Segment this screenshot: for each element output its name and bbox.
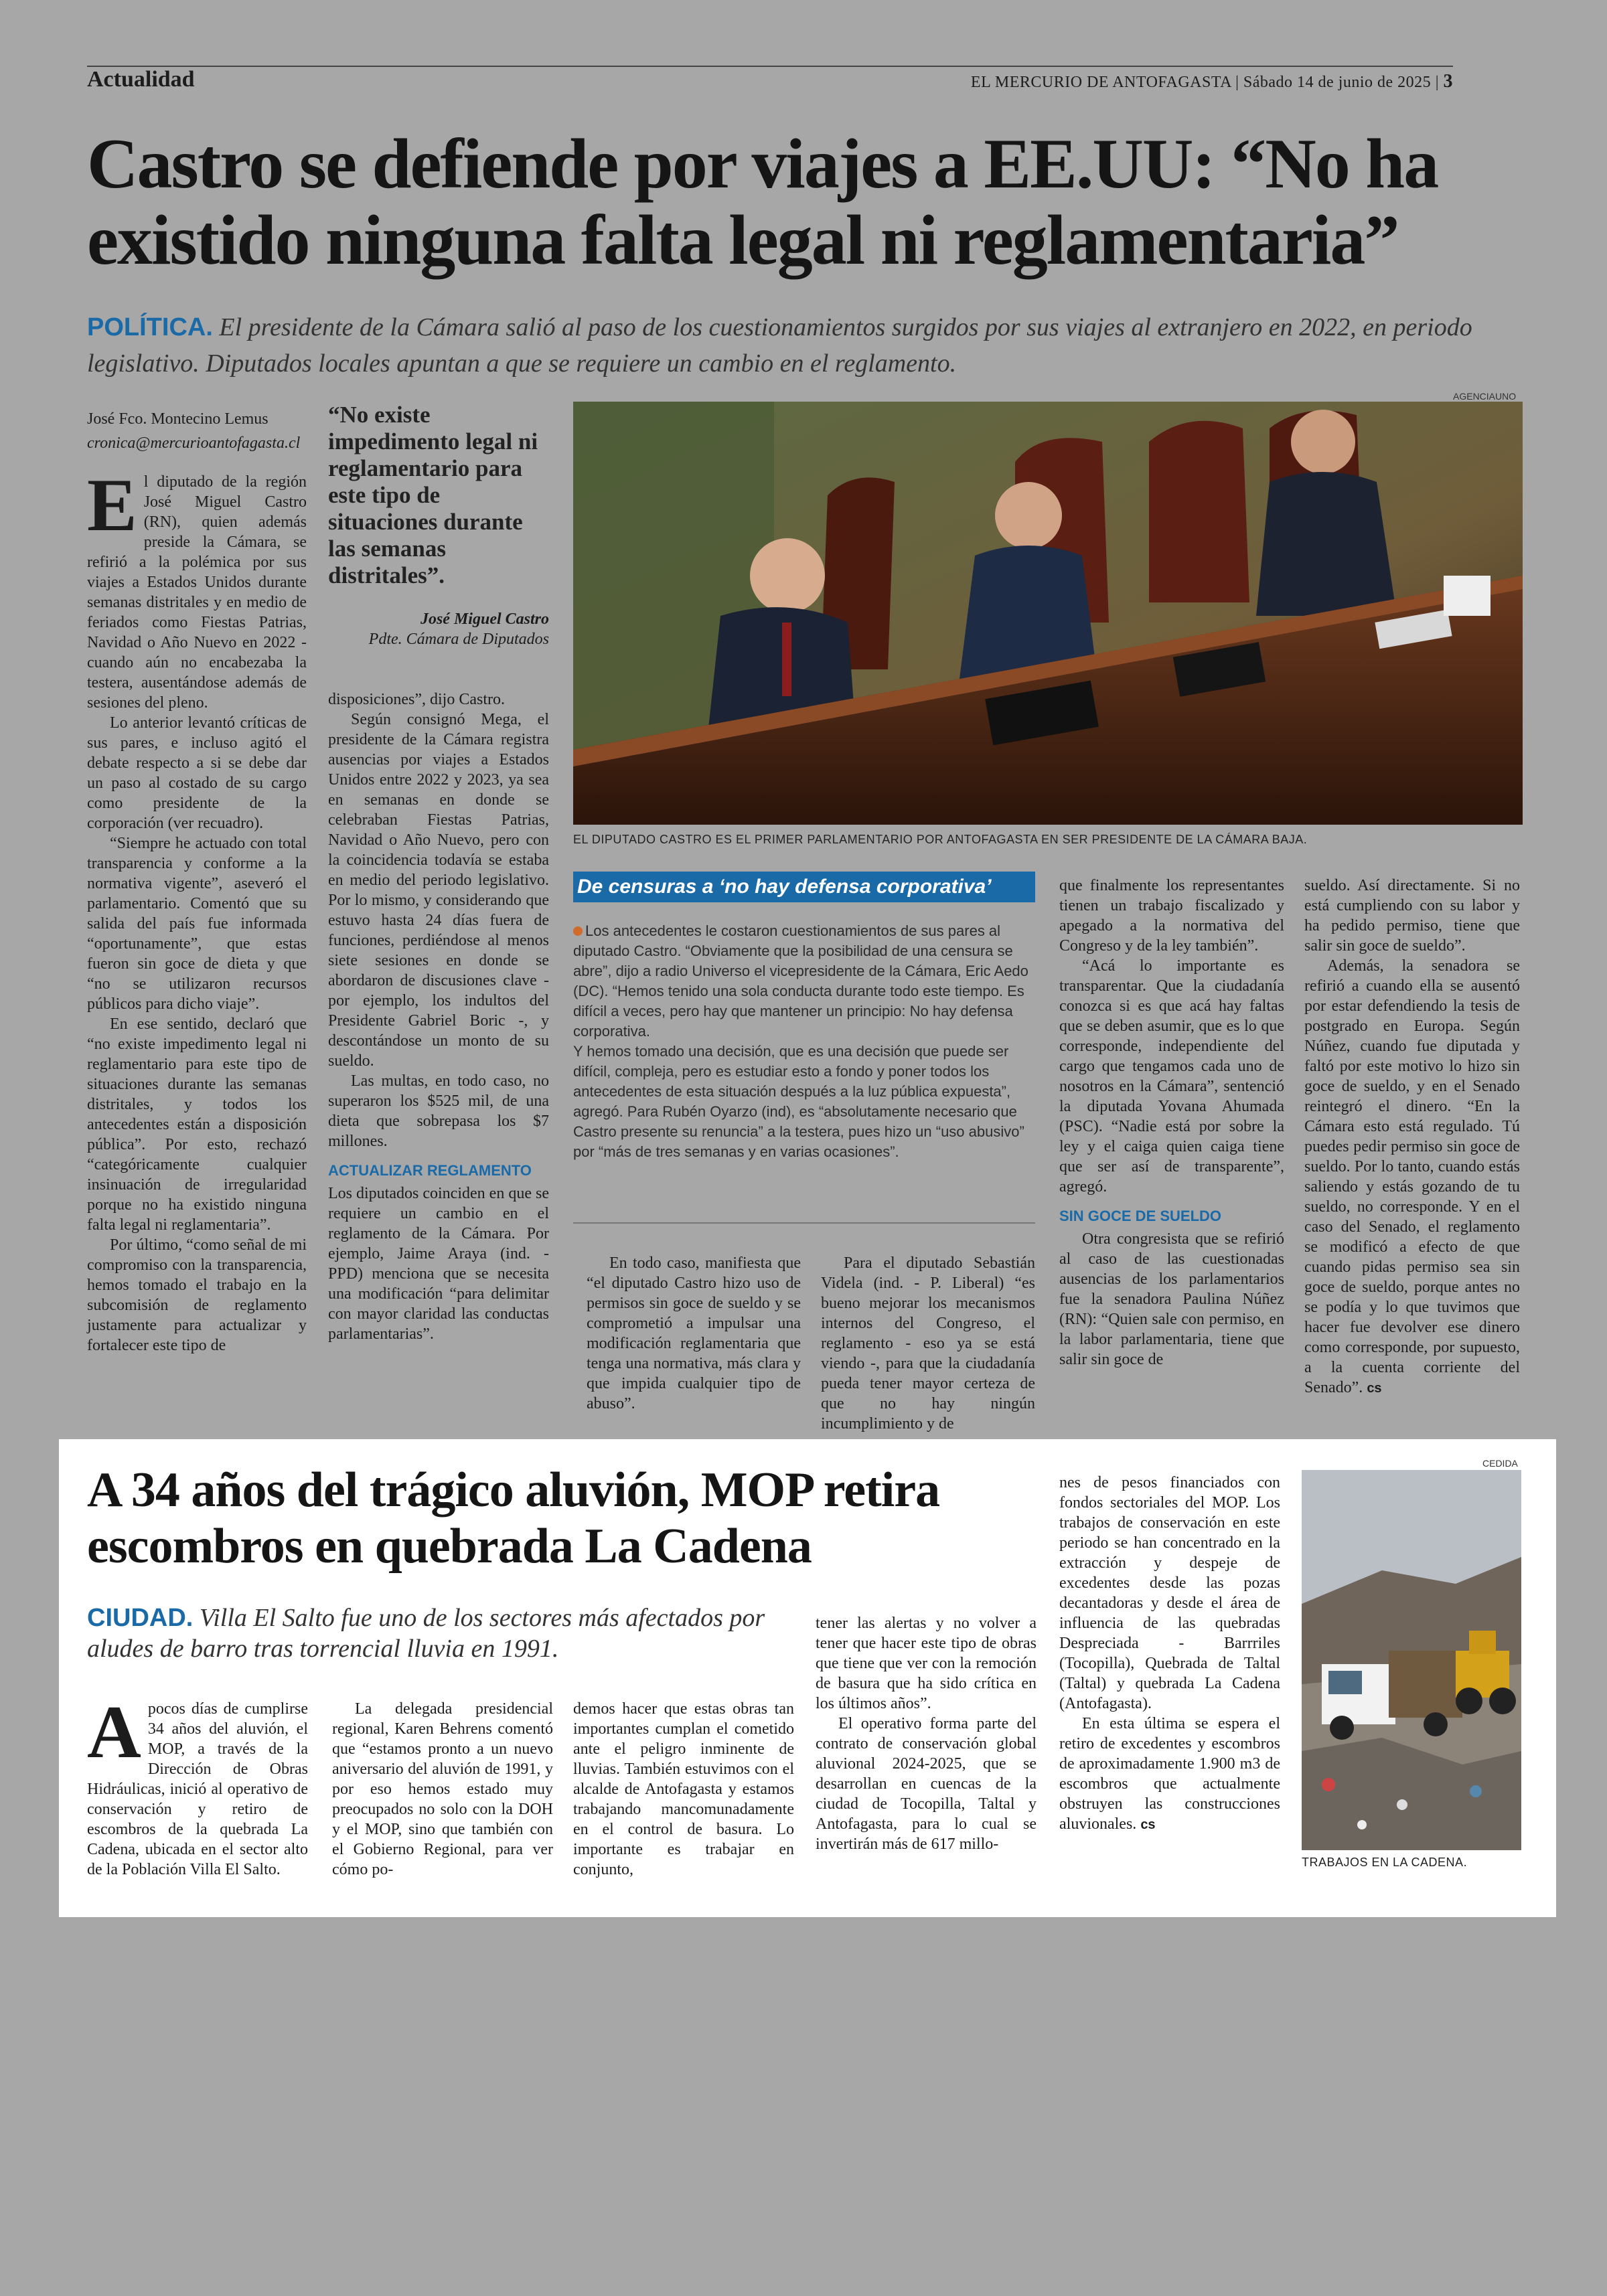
photo-credit: AGENCIAUNO [1453, 391, 1517, 402]
sidebar-body [573, 921, 1035, 1162]
issue-date: Sábado 14 de junio de 2025 [1243, 74, 1432, 91]
sidebar-paragraph: Los antecedentes le costaron cuestionamientos de sus pares al diputado Castro. “Obviamente que la posibilidad de una censura se abre”, dijo a radio Universo el vicepresidente de la Cámara, Eric Aedo (DC). “Hemos tenido una sola conducta durante todo este tiempo. Es difícil a veces, pero hay que mantener un principio: No hay defensa corporativa. [573, 922, 1028, 1040]
paragraph: En ese sentido, declaró que “no existe impedimento legal ni reglamentario para este tipo de situaciones durante las semanas distritales, y todos los antecedentes están a disposición pública”. Por esto, rechazó “categóricamente cualquier insinuación de irregularidad porque no ha existido ninguna falta legal ni reglamentaria”. [87, 1015, 307, 1234]
article1-column-5 [1059, 876, 1284, 1370]
article2-lead-text: Villa El Salto fue uno de los sectores más afectados por aludes de barro tras torrencial lluvia en 1991. [87, 1604, 765, 1663]
dropcap: A [87, 1691, 141, 1774]
subheading: SIN GOCE DE SUELDO [1059, 1208, 1222, 1224]
paragraph: “Siempre he actuado con total transparencia y conforme a la normativa vigente”, aseveró el parlamentario. Comentó que su salida del país fue informada “oportunamente”, que estas fueron sin goce de dieta y que “no se utilizaron recursos públicos para dicho viaje”. [87, 835, 307, 1013]
masthead: EL MERCURIO DE ANTOFAGASTA | Sábado 14 de junio de 2025 | 3 [970, 71, 1453, 92]
article2-headline: A 34 años del trágico aluvión, MOP retira escombros en quebrada La Cadena [87, 1463, 940, 1574]
byline [87, 407, 300, 455]
paragraph: sueldo. Así directamente. Si no está cumpliendo con su labor y ha pedido permiso, tiene que salir sin goce de sueldo”. [1304, 877, 1520, 955]
quote-author-role: Pdte. Cámara de Diputados [368, 631, 549, 648]
article1-column-2 [328, 689, 549, 1344]
article1-lead-text: El presidente de la Cámara salió al paso de los cuestionamientos surgidos por sus viajes al extranjero en 2022, en periodo legislativo. Diputados locales apuntan a que se requiere un cambio en el reglamento. [87, 313, 1472, 378]
article2-column-2 [332, 1699, 553, 1880]
paragraph: tener las alertas y no volver a tener que hacer este tipo de obras que tiene que ver con la remoción de basura que ha sido crítica en los últimos años”. [816, 1615, 1037, 1712]
section-label: Actualidad [87, 67, 195, 92]
article2-column-1 [87, 1691, 308, 1880]
paragraph: Lo anterior levantó críticas de sus pares, e incluso agitó el debate respecto a si se debe dar un paso al costado de su cargo como presidente de la corporación (ver recuadro). [87, 714, 307, 832]
paragraph: Por último, “como señal de mi compromiso con la transparencia, hemos tomado el trabajo en la subcomisión de reglamento justamente para actualizar y fortalecer este tipo de [87, 1236, 307, 1354]
paragraph: nes de pesos financiados con fondos sectoriales del MOP. Los trabajos de conservación en este periodo se han concentrado en la extracción y despeje de excedentes desde las pozas decantadoras y desde el área de influencia de las quebradas Despreciada - Barrriles (Tocopilla), Quebrada de Taltal (Taltal) y quebrada La Cadena (Antofagasta). [1059, 1474, 1280, 1712]
paragraph: demos hacer que estas obras tan importantes cumplan el cometido ante el peligro inminente de lluvias. También estuvimos con el alcalde de Antofagasta y estamos trabajando mancomunadamente en el control de basura. Lo importante es trabajar en conjunto, [573, 1700, 794, 1878]
article2-lead [87, 1603, 797, 1664]
article1-column-6 [1304, 876, 1520, 1398]
article2-column-3 [573, 1699, 794, 1880]
photo-credit: CEDIDA [1482, 1458, 1518, 1469]
paragraph: Otra congresista que se refirió al caso de las cuestionadas ausencias de los parlamentarios fue la senadora Paulina Núñez (RN): “Quien sale con permiso, en la labor parlamentaria, tiene que salir sin goce de [1059, 1230, 1284, 1368]
sidebar-title: De censuras a ‘no hay defensa corporativa’ [573, 872, 1035, 902]
article2-column-4 [816, 1613, 1037, 1854]
paragraph: disposiciones”, dijo Castro. [328, 691, 505, 708]
paragraph: El diputado de la región José Miguel Castro (RN), quien además preside la Cámara, se refirió a la polémica por sus viajes a Estados Unidos durante semanas distritales y en medio de feriados como Fiestas Patrias, Navidad o Año Nuevo en 2022 -cuando aún no encabezaba la testera, ausentándose además de sesiones del pleno. [87, 464, 307, 712]
article2-column-5 [1059, 1473, 1280, 1835]
paragraph: En esta última se espera el retiro de excedentes y escombros de aproximadamente 1.900 m3 de escombros que actualmente obstruyen las construcciones aluvionales. cs [1059, 1715, 1280, 1833]
article1-kicker: POLÍTICA. [87, 313, 213, 341]
photo-caption: EL DIPUTADO CASTRO ES EL PRIMER PARLAMENTARIO POR ANTOFAGASTA EN SER PRESIDENTE DE LA CÁMARA BAJA. [573, 833, 1308, 846]
paragraph: Además, la senadora se refirió a cuando ella se ausentó por estar defendiendo la tesis de postgrado en Europa. Según Núñez, cuando fue diputada y faltó por este motivo lo hizo sin goce de sueldo, y en el Senado reintegró el dinero. “En la Cámara esto está regulado. Tú puedes pedir permiso sin goce de sueldo. Por lo tanto, cuando estás saliendo y estás gozando de tu sueldo, no corresponde. Y en el caso del Senado, el reglamento se modificó a efecto de que cuando pidas permiso sea sin goce de sueldo, porque antes no se podía y lo que tuvimos que hacer fue devolver ese dinero como corresponde, por supuesto, a la cuenta corriente del Senado”. cs [1304, 957, 1520, 1396]
end-mark: cs [1367, 1381, 1382, 1396]
header-rule [87, 66, 1453, 67]
paragraph: que finalmente los representantes tienen un trabajo fiscalizado y apegado a la normativa del Congreso y de la ley también”. [1059, 877, 1284, 955]
photo-caption: TRABAJOS EN LA CADENA. [1302, 1856, 1468, 1869]
pull-quote: “No existe impedimento legal ni reglamentario para este tipo de situaciones durante las semanas distritales”. [328, 402, 538, 588]
parliament-photo [573, 402, 1523, 825]
paragraph: A pocos días de cumplirse 34 años del aluvión, el MOP, a través de la Dirección de Obras Hidráulicas, inició al operativo de conservación y retiro de escombros de la quebrada La Cadena, ubicada en el sector alto de la Población Villa El Salto. [87, 1691, 308, 1878]
author-email: cronica@mercurioantofagasta.cl [87, 434, 301, 452]
quote-author-name: José Miguel Castro [420, 610, 549, 628]
pull-quote-attribution [328, 609, 549, 649]
article1-column-4 [821, 1253, 1035, 1434]
bullet-icon [573, 926, 583, 936]
newspaper-name: EL MERCURIO DE ANTOFAGASTA [970, 74, 1231, 91]
author-name: José Fco. Montecino Lemus [87, 410, 269, 428]
paragraph: Para el diputado Sebastián Videla (ind. - P. Liberal) “es bueno mejorar los mecanismos internos del Congreso, el reglamento - eso ya se está viendo -, para que la ciudadanía pueda tener mayor certeza de que no hay ningún incumplimiento y de [821, 1254, 1035, 1432]
sidebar-divider [573, 1222, 1035, 1224]
subheading: ACTUALIZAR REGLAMENTO [328, 1162, 532, 1179]
paragraph: En todo caso, manifiesta que “el diputado Castro hizo uso de permisos sin goce de sueldo y se comprometió a impulsar una modificación reglamentaria que tenga una normativa, más clara y que impida cualquier tipo de abuso”. [587, 1254, 801, 1412]
excavation-photo [1302, 1470, 1521, 1850]
page-number: 3 [1443, 71, 1453, 92]
article1-column-3 [587, 1253, 801, 1414]
paragraph: Los diputados coinciden en que se requiere un cambio en el reglamento de la Cámara. Por ejemplo, Jaime Araya (ind. - PPD) menciona que se necesita una modificación “para delimitar con mayor claridad las conductas parlamentarias”. [328, 1185, 549, 1343]
dropcap: E [87, 464, 137, 547]
paragraph: “Acá lo importante es transparentar. Que la ciudadanía conozca si es que acá hay faltas que se deben asumir, que es lo que corresponde, independiente del cargo que tengamos cada uno de nosotros en la Cámara”, sentenció la diputada Yovana Ahumada (PSC). “Nadie está por sobre la ley y el caiga quien caiga tiene que ser así de transparente”, agregó. [1059, 957, 1284, 1196]
paragraph: El operativo forma parte del contrato de conservación global aluvional 2024-2025, que se desarrollan en cuencas de la ciudad de Tocopilla, Taltal y Antofagasta, para lo cual se invertirán más de 617 millo- [816, 1715, 1037, 1853]
end-mark: cs [1140, 1817, 1156, 1832]
paragraph: La delegada presidencial regional, Karen Behrens comentó que “estamos pronto a un nuevo aniversario del aluvión de 1991, y por eso hemos estado muy preocupados no solo con la DOH y el MOP, sino que también con el Gobierno Regional, para ver cómo po- [332, 1700, 553, 1878]
sidebar-paragraph: Y hemos tomado una decisión, que es una decisión que puede ser difícil, compleja, pero es estudiar esto a fondo y poner todos los antecedentes de esta situación después a la luz pública expuesta”, agregó. Para Rubén Oyarzo (ind), es “absolutamente necesario que Castro presente su renuncia” a la testera, pues hizo un “uso abusivo” por “más de tres semanas y en varias ocasiones”. [573, 1043, 1024, 1160]
article1-column-1 [87, 464, 307, 1356]
article1-lead [87, 309, 1527, 382]
article1-headline: Castro se defiende por viajes a EE.UU: “No ha existido ninguna falta legal ni reglamentaria” [87, 125, 1438, 279]
article2-kicker: CIUDAD. [87, 1604, 194, 1632]
paragraph: Según consignó Mega, el presidente de la Cámara registra ausencias por viajes a Estados Unidos entre 2022 y 2023, ya sea en semanas en donde se celebraban Fiestas Patrias, Navidad o Año Nuevo, pero con la coincidencia todavía se estaba en medio del periodo legislativo. Por lo mismo, y considerando que estuvo hasta 24 días fuera de funciones, perdiéndose al menos siete sesiones en donde se abordaron de discusiones clave - por ejemplo, los indultos del Presidente Gabriel Boric -, y descontándose un monto de su sueldo. [328, 711, 549, 1070]
paragraph: Las multas, en todo caso, no superaron los $525 mil, de una dieta que sobrepasa los $7 millones. [328, 1072, 549, 1150]
